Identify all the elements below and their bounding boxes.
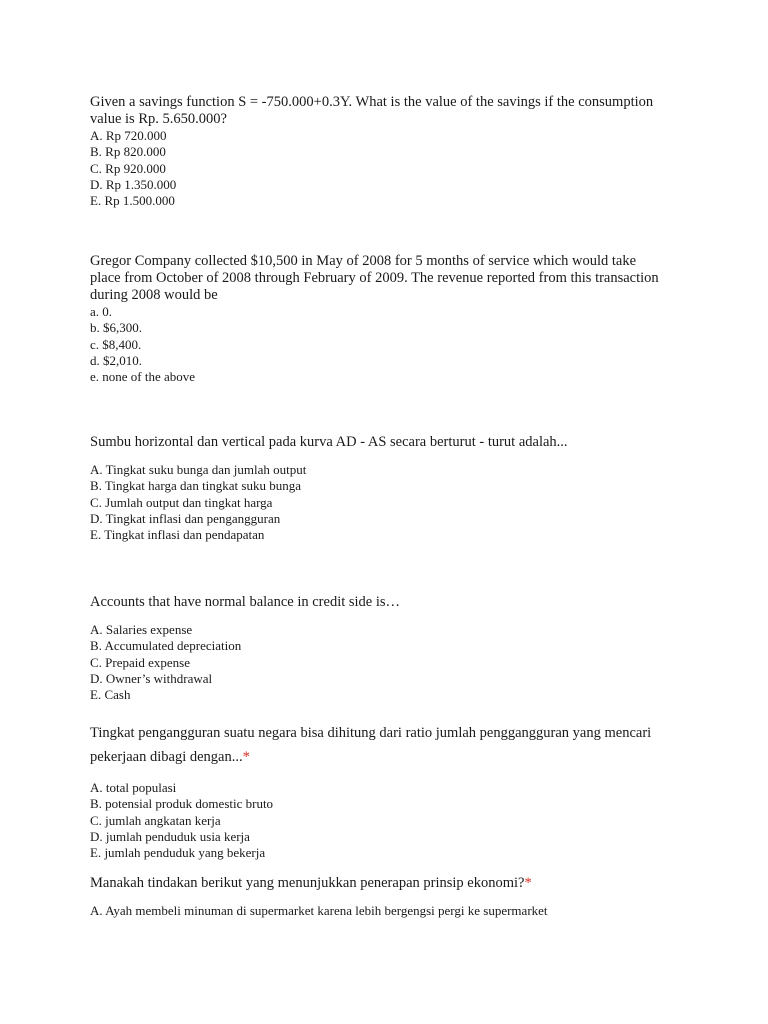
question-3-text: Sumbu horizontal dan vertical pada kurva AD - AS secara berturut - turut adalah... xyxy=(90,434,568,450)
question-5 xyxy=(90,721,670,861)
option-b: B. Tingkat harga dan tingkat suku bunga xyxy=(90,478,302,494)
option-c: C. Prepaid expense xyxy=(90,654,191,670)
required-asterisk: * xyxy=(524,875,532,891)
option-d: D. Rp 1.350.000 xyxy=(90,176,177,192)
question-3 xyxy=(90,434,670,543)
question-4-text: Accounts that have normal balance in credit side is… xyxy=(90,594,401,610)
option-e: E. jumlah penduduk yang bekerja xyxy=(90,845,266,861)
option-c: c. $8,400. xyxy=(90,336,142,352)
option-a: A. Salaries expense xyxy=(90,622,193,637)
question-1-options xyxy=(90,128,670,209)
question-5-body: Tingkat pengangguran suatu negara bisa dihitung dari ratio jumlah penggangguran yang mencari pekerjaan dibagi dengan... xyxy=(90,725,652,765)
option-b: B. potensial produk domestic bruto xyxy=(90,796,274,812)
question-1-text: Given a savings function S = -750.000+0.3Y. What is the value of the savings if the consumption value is Rp. 5.650.000? xyxy=(90,94,654,127)
option-c: C. jumlah angkatan kerja xyxy=(90,812,221,828)
question-2 xyxy=(90,253,670,385)
question-6-text xyxy=(90,875,670,892)
question-6 xyxy=(90,875,670,919)
question-5-options xyxy=(90,780,670,861)
option-e: E. Tingkat inflasi dan pendapatan xyxy=(90,527,265,543)
option-a: A. Tingkat suku bunga dan jumlah output xyxy=(90,462,307,477)
option-c: C. Jumlah output dan tingkat harga xyxy=(90,494,273,510)
option-d: D. jumlah penduduk usia kerja xyxy=(90,828,250,844)
option-b: b. $6,300. xyxy=(90,320,142,336)
question-3-options xyxy=(90,462,670,543)
question-6-body: Manakah tindakan berikut yang menunjukkan penerapan prinsip ekonomi? xyxy=(90,875,525,891)
option-c: C. Rp 920.000 xyxy=(90,160,166,176)
question-2-options xyxy=(90,304,670,385)
option-a: A. total populasi xyxy=(90,780,177,795)
question-5-text xyxy=(90,721,670,769)
option-d: D. Owner’s withdrawal xyxy=(90,670,213,686)
option-a: A. Ayah membeli minuman di supermarket karena lebih bergengsi pergi ke supermarket xyxy=(90,903,548,918)
option-b: B. Accumulated depreciation xyxy=(90,638,242,654)
option-b: B. Rp 820.000 xyxy=(90,144,166,160)
option-e: E. Cash xyxy=(90,687,131,703)
question-6-options xyxy=(90,903,670,919)
option-d: d. $2,010. xyxy=(90,352,142,368)
option-e: E. Rp 1.500.000 xyxy=(90,193,175,209)
question-2-text: Gregor Company collected $10,500 in May of 2008 for 5 months of service which would take place from October of 2008 through February of 2009. The revenue reported from this transaction during 2008 would be xyxy=(90,253,659,303)
option-d: D. Tingkat inflasi dan pengangguran xyxy=(90,510,281,526)
option-e: e. none of the above xyxy=(90,369,196,385)
question-1 xyxy=(90,94,670,209)
question-4-options xyxy=(90,622,670,703)
option-a: a. 0. xyxy=(90,304,113,319)
required-asterisk: * xyxy=(242,749,250,765)
question-4 xyxy=(90,594,670,703)
option-a: A. Rp 720.000 xyxy=(90,128,167,143)
